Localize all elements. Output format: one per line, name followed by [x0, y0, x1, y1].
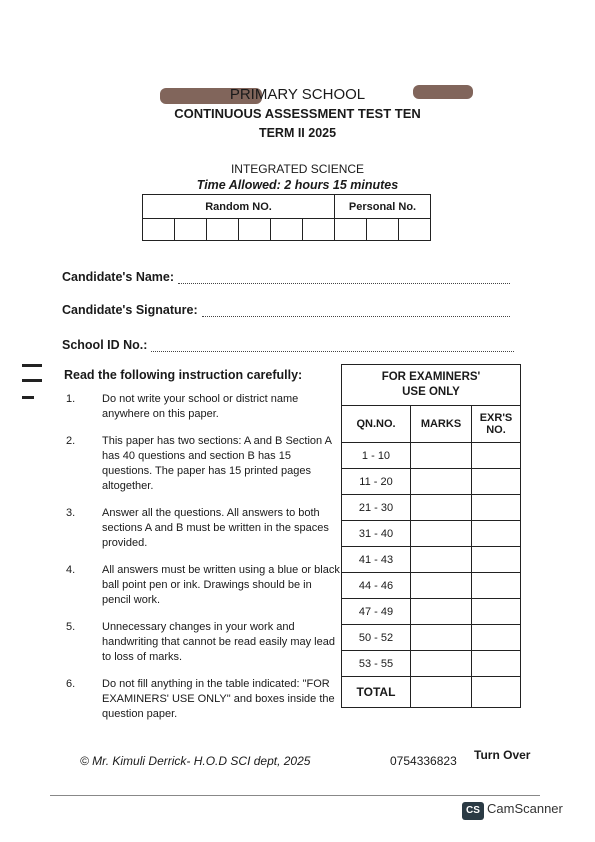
table-row: 44 - 46 — [342, 573, 521, 599]
list-item: 4. All answers must be written using a blue or black ball point pen or ink. Drawings should be in pencil work. — [66, 564, 340, 606]
term-label: TERM II 2025 — [258, 126, 337, 140]
table-row: 11 - 20 — [342, 469, 521, 495]
table-row: 41 - 43 — [342, 547, 521, 573]
phone-number: 0754336823 — [390, 754, 457, 768]
personal-no-cell[interactable] — [335, 219, 367, 241]
col-marks: MARKS — [411, 406, 472, 443]
scan-mark — [22, 364, 42, 367]
random-no-cell[interactable] — [143, 219, 175, 241]
table-row: 50 - 52 — [342, 625, 521, 651]
camscanner-watermark — [462, 801, 563, 820]
table-row: 31 - 40 — [342, 521, 521, 547]
candidate-name-field[interactable] — [62, 270, 510, 284]
table-row: 1 - 10 — [342, 443, 521, 469]
instructions-list — [66, 392, 342, 734]
personal-no-label: Personal No. — [335, 195, 431, 219]
random-no-cell[interactable] — [175, 219, 207, 241]
scan-mark — [22, 379, 42, 382]
table-row: 21 - 30 — [342, 495, 521, 521]
table-row-total: TOTAL — [342, 677, 521, 708]
school-id-label: School ID No.: — [62, 338, 148, 352]
list-item: 1. Do not write your school or district name anywhere on this paper. — [66, 393, 299, 420]
list-item: 5. Unnecessary changes in your work and handwriting that cannot be read easily may lead to loss of marks. — [66, 621, 335, 663]
random-no-cell[interactable] — [303, 219, 335, 241]
number-box — [142, 194, 431, 241]
table-row: 47 - 49 — [342, 599, 521, 625]
candidate-signature-field[interactable] — [62, 303, 510, 317]
personal-no-cell[interactable] — [367, 219, 399, 241]
camscanner-logo-icon: CS — [462, 802, 484, 820]
random-no-cell[interactable] — [207, 219, 239, 241]
table-row: 53 - 55 — [342, 651, 521, 677]
subject-label: INTEGRATED SCIENCE — [230, 162, 365, 176]
school-name: PRIMARY SCHOOL — [229, 86, 366, 103]
personal-no-cell[interactable] — [399, 219, 431, 241]
random-no-cell[interactable] — [239, 219, 271, 241]
time-allowed: Time Allowed: 2 hours 15 minutes — [196, 178, 399, 192]
random-no-label: Random NO. — [143, 195, 335, 219]
instructions-title: Read the following instruction carefully: — [64, 368, 303, 382]
scan-mark — [22, 396, 34, 399]
test-title: CONTINUOUS ASSESSMENT TEST TEN — [174, 106, 421, 121]
school-id-field[interactable] — [62, 338, 514, 352]
turn-over-label: Turn Over — [474, 748, 531, 762]
col-qn: QN.NO. — [342, 406, 411, 443]
random-no-cell[interactable] — [271, 219, 303, 241]
examiners-title: FOR EXAMINERS' USE ONLY — [342, 365, 521, 406]
list-item: 2. This paper has two sections: A and B Section A has 40 questions and section B has 15 questions. The paper has 15 printed pages altogether. — [66, 435, 332, 492]
author-credit: © Mr. Kimuli Derrick- H.O.D SCI dept, 2025 — [80, 754, 311, 768]
camscanner-text: CamScanner — [487, 801, 563, 816]
candidate-signature-label: Candidate's Signature: — [62, 303, 198, 317]
list-item: 6. Do not fill anything in the table indicated: "FOR EXAMINERS' USE ONLY" and boxes inside the question paper. — [66, 678, 335, 720]
candidate-name-label: Candidate's Name: — [62, 270, 175, 284]
list-item: 3. Answer all the questions. All answers to both sections A and B must be written in the spaces provided. — [66, 507, 329, 549]
page-divider — [50, 795, 540, 796]
col-exr: EXR'S NO. — [472, 406, 521, 443]
examiners-table — [341, 364, 521, 708]
